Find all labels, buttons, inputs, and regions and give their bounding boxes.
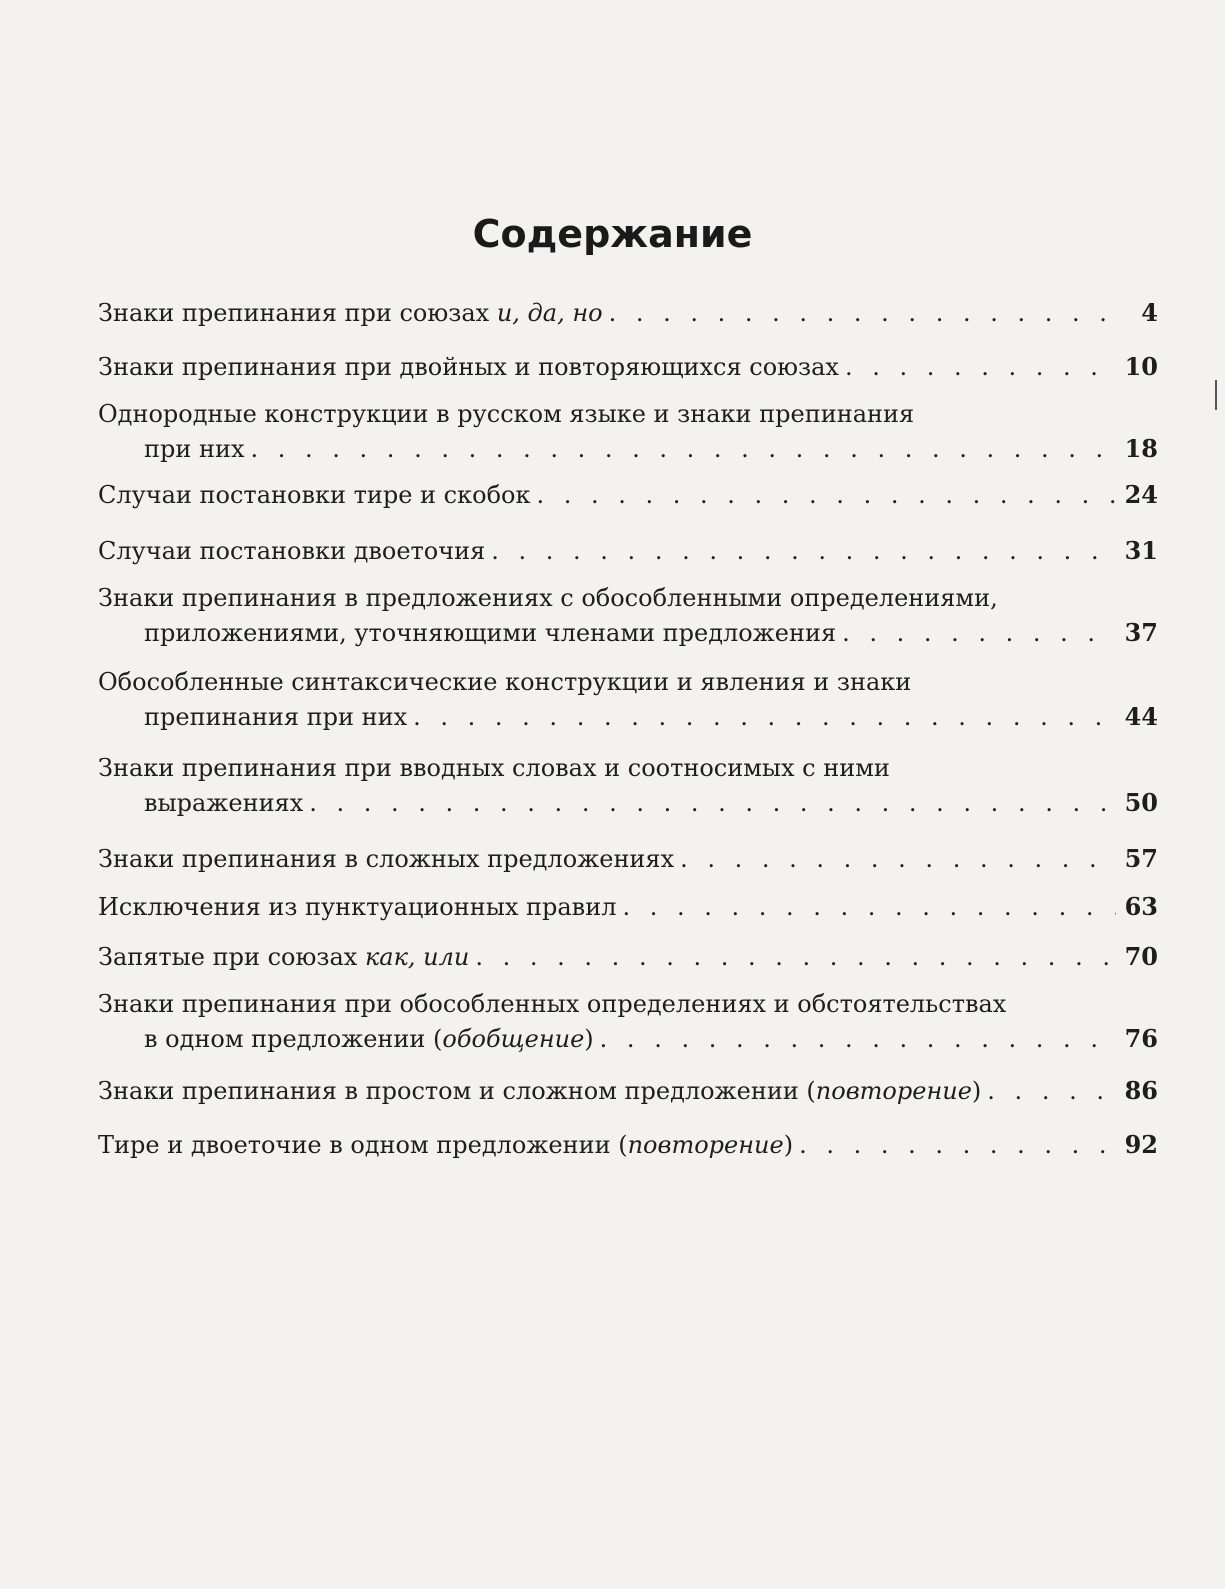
toc-entry: [98, 754, 1158, 817]
toc-text: приложениями, уточняющими членами предложения: [144, 619, 837, 647]
toc-entry-title: [98, 400, 914, 428]
toc-entry-line: [98, 618, 1158, 647]
toc-entry: [98, 892, 1158, 921]
toc-entry-title: [98, 537, 485, 565]
dot-leader: [799, 1131, 1116, 1159]
page-number: 10: [1124, 352, 1158, 381]
toc-entry-line: [98, 844, 1158, 873]
toc-entry-title: [98, 481, 530, 509]
toc-entry-line: [98, 434, 1158, 463]
toc-entry-line: [98, 892, 1158, 921]
toc-entry-title: [98, 584, 998, 612]
page-number: 63: [1124, 892, 1158, 921]
page-number: 76: [1124, 1024, 1158, 1053]
page-number: 50: [1124, 788, 1158, 817]
toc-text: Тире и двоеточие в одном предложении (: [98, 1131, 628, 1159]
toc-text: Однородные конструкции в русском языке и знаки препинания: [98, 400, 915, 428]
toc-entry-title: [144, 619, 836, 647]
toc-entry-line: [98, 480, 1158, 509]
toc-entry-title: [98, 943, 469, 971]
dot-leader: [251, 435, 1116, 463]
dot-leader: [842, 619, 1116, 647]
toc-text: Случаи постановки тире и скобок: [98, 481, 531, 509]
page-title: Содержание: [472, 212, 753, 256]
toc-entry-title: [98, 845, 674, 873]
dot-leader: [475, 943, 1116, 971]
dot-leader: [609, 299, 1116, 327]
toc-entry-line: [98, 702, 1158, 731]
toc-italic-text: обобщение: [442, 1025, 585, 1053]
toc-entry-title: [98, 754, 890, 782]
dot-leader: [600, 1025, 1116, 1053]
toc-entry-line: [98, 668, 1158, 696]
toc-entry: [98, 844, 1158, 873]
toc-entry-line: [98, 1024, 1158, 1053]
toc-entry-line: [98, 1076, 1158, 1105]
toc-italic-text: повторение: [815, 1077, 972, 1105]
toc-text: ): [971, 1077, 982, 1105]
toc-entry-line: [98, 942, 1158, 971]
toc-entry: [98, 298, 1158, 327]
toc-entry-line: [98, 400, 1158, 428]
dot-leader: [491, 537, 1116, 565]
page-number: 24: [1124, 480, 1158, 509]
dot-leader: [987, 1077, 1116, 1105]
toc-entry-line: [98, 754, 1158, 782]
toc-text: препинания при них: [144, 703, 408, 731]
dot-leader: [622, 893, 1116, 921]
toc-text: ): [783, 1131, 794, 1159]
toc-entry-title: [98, 299, 603, 327]
toc-entry: [98, 400, 1158, 463]
toc-entry: [98, 352, 1158, 381]
toc-text: ): [584, 1025, 594, 1053]
dot-leader: [845, 353, 1116, 381]
page-number: 57: [1124, 844, 1158, 873]
page-number: 44: [1124, 702, 1158, 731]
page-number: 31: [1124, 536, 1158, 565]
toc-text: Знаки препинания при двойных и повторяющихся союзах: [98, 353, 839, 381]
page-number: 86: [1124, 1076, 1158, 1105]
toc-text: Знаки препинания при вводных словах и соотносимых с ними: [98, 754, 890, 782]
toc-text: Знаки препинания в предложениях с обособленными определениями,: [98, 584, 998, 612]
dot-leader: [536, 481, 1116, 509]
toc-text: Знаки препинания при союзах: [98, 299, 497, 327]
toc-entry-line: [98, 536, 1158, 565]
page-number: 70: [1124, 942, 1158, 971]
toc-entry: [98, 1076, 1158, 1105]
toc-text: Знаки препинания при обособленных определениях и обстоятельствах: [98, 990, 1007, 1018]
dot-leader: [413, 703, 1116, 731]
toc-entry: [98, 942, 1158, 971]
toc-entry-title: [98, 990, 1006, 1018]
toc-entry-line: [98, 298, 1158, 327]
page-number: 4: [1141, 298, 1158, 327]
toc-entry: [98, 990, 1158, 1053]
toc-entry-line: [98, 352, 1158, 381]
toc-entry-title: [98, 893, 616, 921]
toc-text: Знаки препинания в сложных предложениях: [98, 845, 675, 873]
toc-text: Исключения из пунктуационных правил: [98, 893, 617, 921]
toc-entry-line: [98, 1130, 1158, 1159]
toc-italic-text: как, или: [364, 943, 470, 971]
toc-entry-title: [98, 668, 911, 696]
toc-text: Обособленные синтаксические конструкции и явления и знаки: [98, 668, 912, 696]
toc-text: в одном предложении (: [144, 1025, 443, 1053]
dot-leader: [680, 845, 1116, 873]
toc-entry-title: [144, 1025, 594, 1053]
page-number: 92: [1124, 1130, 1158, 1159]
toc-entry-line: [98, 990, 1158, 1018]
toc-entry-title: [98, 1077, 981, 1105]
toc-text: выражениях: [144, 789, 304, 817]
toc-entry: [98, 536, 1158, 565]
toc-entry: [98, 1130, 1158, 1159]
toc-italic-text: и, да, но: [496, 299, 603, 327]
page-number: 18: [1124, 434, 1158, 463]
toc-text: при них: [144, 435, 245, 463]
toc-italic-text: повторение: [627, 1131, 784, 1159]
toc-entry: [98, 668, 1158, 731]
toc-entry: [98, 584, 1158, 647]
toc-text: Случаи постановки двоеточия: [98, 537, 486, 565]
toc-entry-title: [98, 353, 839, 381]
toc-entry-title: [98, 1131, 793, 1159]
toc-entry-title: [144, 789, 303, 817]
toc-text: Знаки препинания в простом и сложном предложении (: [98, 1077, 816, 1105]
toc-entry-line: [98, 584, 1158, 612]
toc-entry: [98, 480, 1158, 509]
toc-entry-line: [98, 788, 1158, 817]
toc-entry-title: [144, 703, 407, 731]
page-number: 37: [1124, 618, 1158, 647]
dot-leader: [309, 789, 1116, 817]
toc-entry-title: [144, 435, 245, 463]
margin-mark: [1215, 380, 1217, 410]
toc-text: Запятые при союзах: [98, 943, 365, 971]
